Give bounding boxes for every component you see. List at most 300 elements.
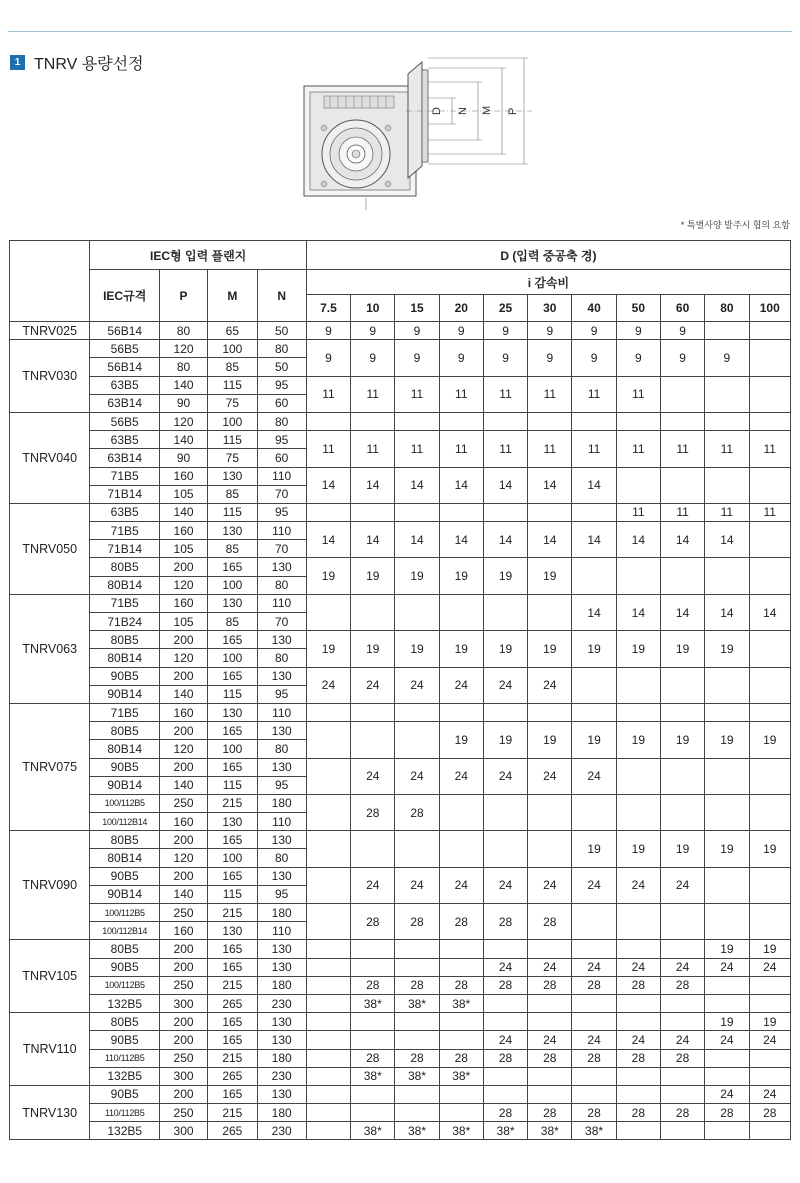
m-cell: 215 xyxy=(208,904,257,922)
d-value-cell xyxy=(528,794,572,830)
d-value-cell xyxy=(616,703,660,721)
d-value-cell xyxy=(616,1085,660,1103)
p-cell: 140 xyxy=(159,431,207,449)
d-value-cell: 28 xyxy=(528,1104,572,1122)
d-value-cell xyxy=(395,594,439,630)
d-value-cell: 28 xyxy=(439,976,483,994)
iec-group-header: IEC형 입력 플랜지 xyxy=(90,241,306,270)
d-value-cell xyxy=(660,1013,704,1031)
d-value-cell: 11 xyxy=(616,503,660,521)
iec-cell: 80B5 xyxy=(90,1013,159,1031)
ratio-col-header: 10 xyxy=(351,295,395,322)
model-header xyxy=(10,241,90,322)
n-cell: 110 xyxy=(257,922,306,940)
d-value-cell: 24 xyxy=(616,867,660,903)
n-cell: 130 xyxy=(257,831,306,849)
ratio-col-header: 40 xyxy=(572,295,616,322)
d-value-cell: 24 xyxy=(572,867,616,903)
m-cell: 85 xyxy=(208,540,257,558)
d-value-cell xyxy=(439,503,483,521)
iec-cell: 90B5 xyxy=(90,667,159,685)
d-value-cell: 38* xyxy=(439,1122,483,1140)
d-value-cell xyxy=(660,412,704,430)
d-value-cell: 24 xyxy=(395,758,439,794)
d-value-cell xyxy=(705,867,749,903)
d-value-cell: 9 xyxy=(528,322,572,340)
d-value-cell: 28 xyxy=(660,976,704,994)
d-value-cell xyxy=(616,558,660,594)
d-value-cell xyxy=(572,1085,616,1103)
d-value-cell xyxy=(705,904,749,940)
d-value-cell xyxy=(660,1067,704,1085)
p-cell: 200 xyxy=(159,1013,207,1031)
d-value-cell xyxy=(616,412,660,430)
d-value-cell xyxy=(616,904,660,940)
p-cell: 120 xyxy=(159,740,207,758)
d-value-cell xyxy=(572,940,616,958)
d-value-cell xyxy=(749,794,791,830)
d-value-cell: 24 xyxy=(616,1031,660,1049)
d-value-cell xyxy=(749,994,791,1012)
d-value-cell xyxy=(616,940,660,958)
d-value-cell xyxy=(572,412,616,430)
m-cell: 100 xyxy=(208,576,257,594)
n-cell: 180 xyxy=(257,794,306,812)
d-value-cell xyxy=(528,503,572,521)
d-value-cell: 19 xyxy=(572,631,616,667)
d-value-cell: 14 xyxy=(439,522,483,558)
m-cell: 100 xyxy=(208,649,257,667)
n-cell: 230 xyxy=(257,1122,306,1140)
d-value-cell: 19 xyxy=(439,631,483,667)
table-row xyxy=(10,558,791,576)
d-value-cell xyxy=(705,1122,749,1140)
d-value-cell: 11 xyxy=(395,376,439,412)
d-value-cell xyxy=(660,994,704,1012)
d-value-cell: 19 xyxy=(483,722,527,758)
table-row xyxy=(10,412,791,430)
n-cell: 95 xyxy=(257,685,306,703)
d-value-cell xyxy=(660,467,704,503)
p-cell: 250 xyxy=(159,794,207,812)
m-cell: 130 xyxy=(208,522,257,540)
m-cell: 265 xyxy=(208,1122,257,1140)
d-value-cell: 19 xyxy=(749,1013,791,1031)
d-value-cell: 38* xyxy=(439,994,483,1012)
d-value-cell xyxy=(705,976,749,994)
d-value-cell xyxy=(616,1067,660,1085)
p-cell: 105 xyxy=(159,540,207,558)
d-value-cell: 24 xyxy=(705,1085,749,1103)
d-value-cell xyxy=(395,722,439,758)
d-value-cell: 38* xyxy=(528,1122,572,1140)
ratio-header: i 감속비 xyxy=(306,270,790,295)
p-cell: 250 xyxy=(159,976,207,994)
n-cell: 130 xyxy=(257,758,306,776)
ratio-col-header: 30 xyxy=(528,295,572,322)
d-value-cell: 19 xyxy=(749,831,791,867)
p-cell: 140 xyxy=(159,885,207,903)
p-cell: 160 xyxy=(159,522,207,540)
n-cell: 70 xyxy=(257,485,306,503)
table-row xyxy=(10,958,791,976)
d-value-cell: 28 xyxy=(351,904,395,940)
d-value-cell xyxy=(306,904,350,940)
d-value-cell: 19 xyxy=(705,631,749,667)
table-row xyxy=(10,940,791,958)
d-value-cell: 28 xyxy=(395,904,439,940)
iec-cell: 90B5 xyxy=(90,1085,159,1103)
d-value-cell: 28 xyxy=(616,976,660,994)
table-row xyxy=(10,722,791,740)
d-value-cell: 24 xyxy=(483,667,527,703)
m-cell: 130 xyxy=(208,813,257,831)
d-value-cell: 24 xyxy=(395,867,439,903)
d-value-cell xyxy=(306,412,350,430)
p-cell: 200 xyxy=(159,722,207,740)
m-cell: 215 xyxy=(208,976,257,994)
d-value-cell: 9 xyxy=(439,340,483,376)
d-value-cell: 28 xyxy=(528,976,572,994)
d-value-cell xyxy=(483,1013,527,1031)
p-cell: 120 xyxy=(159,340,207,358)
p-header: P xyxy=(159,270,207,322)
iec-cell: 63B14 xyxy=(90,394,159,412)
d-value-cell: 14 xyxy=(572,467,616,503)
d-value-cell xyxy=(306,831,350,867)
d-value-cell: 24 xyxy=(705,1031,749,1049)
iec-cell: 110/112B5 xyxy=(90,1104,159,1122)
d-value-cell: 19 xyxy=(351,558,395,594)
d-value-cell: 11 xyxy=(528,431,572,467)
table-row xyxy=(10,1122,791,1140)
d-value-cell: 19 xyxy=(705,940,749,958)
top-divider xyxy=(8,31,792,32)
d-value-cell: 14 xyxy=(351,522,395,558)
d-value-cell xyxy=(749,1122,791,1140)
n-cell: 110 xyxy=(257,522,306,540)
d-value-cell: 11 xyxy=(660,431,704,467)
d-value-cell xyxy=(306,867,350,903)
d-value-cell: 28 xyxy=(616,1104,660,1122)
d-value-cell xyxy=(660,558,704,594)
iec-cell: 80B5 xyxy=(90,631,159,649)
p-cell: 200 xyxy=(159,958,207,976)
d-value-cell: 11 xyxy=(572,376,616,412)
d-value-cell: 11 xyxy=(351,431,395,467)
iec-cell: 90B14 xyxy=(90,685,159,703)
d-value-cell: 24 xyxy=(351,867,395,903)
n-cell: 95 xyxy=(257,431,306,449)
table-row xyxy=(10,976,791,994)
p-cell: 200 xyxy=(159,831,207,849)
d-value-cell: 38* xyxy=(351,994,395,1012)
p-cell: 120 xyxy=(159,649,207,667)
gearbox-drawing xyxy=(296,56,536,210)
iec-cell: 63B5 xyxy=(90,376,159,394)
d-value-cell xyxy=(439,831,483,867)
d-value-cell: 11 xyxy=(749,431,791,467)
iec-cell: 71B14 xyxy=(90,485,159,503)
d-value-cell: 24 xyxy=(306,667,350,703)
d-value-cell: 24 xyxy=(483,867,527,903)
d-value-cell: 24 xyxy=(749,1031,791,1049)
p-cell: 140 xyxy=(159,376,207,394)
d-value-cell xyxy=(306,1049,350,1067)
d-value-cell: 11 xyxy=(483,376,527,412)
d-value-cell: 14 xyxy=(705,522,749,558)
iec-cell: 71B5 xyxy=(90,522,159,540)
table-row xyxy=(10,904,791,922)
table-row xyxy=(10,794,791,812)
d-value-cell: 19 xyxy=(616,722,660,758)
d-value-cell: 9 xyxy=(572,322,616,340)
m-cell: 85 xyxy=(208,358,257,376)
m-cell: 165 xyxy=(208,831,257,849)
p-cell: 90 xyxy=(159,394,207,412)
p-cell: 160 xyxy=(159,467,207,485)
m-cell: 115 xyxy=(208,776,257,794)
d-value-cell xyxy=(439,1085,483,1103)
d-value-cell xyxy=(483,594,527,630)
d-value-cell xyxy=(439,594,483,630)
m-cell: 165 xyxy=(208,940,257,958)
d-value-cell: 9 xyxy=(616,322,660,340)
d-value-cell: 24 xyxy=(660,958,704,976)
d-value-cell xyxy=(439,940,483,958)
d-value-cell xyxy=(749,412,791,430)
model-name-cell: TNRV050 xyxy=(10,503,90,594)
d-value-cell xyxy=(705,467,749,503)
model-name-cell: TNRV090 xyxy=(10,831,90,940)
d-value-cell: 28 xyxy=(528,1049,572,1067)
d-value-cell xyxy=(528,831,572,867)
gearbox-diagram xyxy=(296,56,536,210)
iec-cell: 90B5 xyxy=(90,958,159,976)
n-cell: 110 xyxy=(257,703,306,721)
d-value-cell: 11 xyxy=(572,431,616,467)
d-value-cell: 9 xyxy=(306,340,350,376)
n-cell: 130 xyxy=(257,958,306,976)
iec-cell: 56B14 xyxy=(90,322,159,340)
d-value-cell xyxy=(705,794,749,830)
d-value-cell: 19 xyxy=(528,631,572,667)
d-value-cell: 24 xyxy=(528,867,572,903)
n-cell: 180 xyxy=(257,1049,306,1067)
p-cell: 80 xyxy=(159,322,207,340)
iec-cell: 80B14 xyxy=(90,740,159,758)
d-value-cell xyxy=(749,322,791,340)
iec-cell: 90B5 xyxy=(90,867,159,885)
n-cell: 130 xyxy=(257,940,306,958)
model-name-cell: TNRV030 xyxy=(10,340,90,413)
d-value-cell xyxy=(705,1049,749,1067)
m-cell: 215 xyxy=(208,1104,257,1122)
d-value-cell xyxy=(528,703,572,721)
table-row xyxy=(10,431,791,449)
iec-cell: 63B5 xyxy=(90,431,159,449)
ratio-col-header: 25 xyxy=(483,295,527,322)
table-row xyxy=(10,758,791,776)
d-value-cell: 24 xyxy=(483,758,527,794)
d-value-cell xyxy=(749,1049,791,1067)
p-cell: 160 xyxy=(159,922,207,940)
d-value-cell: 14 xyxy=(749,594,791,630)
d-value-cell xyxy=(395,1085,439,1103)
m-cell: 215 xyxy=(208,1049,257,1067)
d-value-cell xyxy=(483,940,527,958)
ratio-col-header: 20 xyxy=(439,295,483,322)
d-value-cell xyxy=(660,376,704,412)
p-cell: 300 xyxy=(159,994,207,1012)
d-value-cell xyxy=(749,667,791,703)
d-value-cell xyxy=(306,1104,350,1122)
d-value-cell xyxy=(439,412,483,430)
d-value-cell: 9 xyxy=(616,340,660,376)
d-value-cell xyxy=(439,958,483,976)
d-value-cell: 14 xyxy=(351,467,395,503)
d-value-cell xyxy=(306,976,350,994)
d-value-cell xyxy=(572,794,616,830)
n-cell: 130 xyxy=(257,631,306,649)
m-cell: 165 xyxy=(208,958,257,976)
d-value-cell: 9 xyxy=(660,340,704,376)
d-value-cell: 28 xyxy=(483,1049,527,1067)
d-value-cell xyxy=(572,558,616,594)
d-value-cell xyxy=(616,1122,660,1140)
d-value-cell xyxy=(395,1031,439,1049)
d-value-cell: 24 xyxy=(572,958,616,976)
d-value-cell: 24 xyxy=(351,758,395,794)
iec-cell: 80B5 xyxy=(90,831,159,849)
d-value-cell: 19 xyxy=(395,558,439,594)
d-value-cell xyxy=(395,1104,439,1122)
d-value-cell xyxy=(705,758,749,794)
m-cell: 165 xyxy=(208,758,257,776)
p-cell: 140 xyxy=(159,685,207,703)
d-value-cell: 28 xyxy=(395,1049,439,1067)
d-value-cell: 11 xyxy=(483,431,527,467)
d-value-cell: 19 xyxy=(572,722,616,758)
d-value-cell xyxy=(439,1013,483,1031)
d-value-cell: 28 xyxy=(351,794,395,830)
table-row xyxy=(10,831,791,849)
d-value-cell xyxy=(351,1031,395,1049)
d-value-cell: 28 xyxy=(483,1104,527,1122)
n-cell: 80 xyxy=(257,849,306,867)
d-value-cell xyxy=(306,503,350,521)
d-value-cell: 19 xyxy=(749,940,791,958)
iec-cell: 71B5 xyxy=(90,594,159,612)
d-value-cell: 19 xyxy=(705,831,749,867)
d-value-cell: 19 xyxy=(483,631,527,667)
section-number-badge: 1 xyxy=(10,55,25,70)
table-row xyxy=(10,1067,791,1085)
d-value-cell: 28 xyxy=(749,1104,791,1122)
m-cell: 165 xyxy=(208,1085,257,1103)
d-value-cell: 28 xyxy=(483,976,527,994)
n-cell: 80 xyxy=(257,576,306,594)
iec-cell: 132B5 xyxy=(90,1122,159,1140)
d-value-cell xyxy=(705,558,749,594)
d-value-cell xyxy=(616,1013,660,1031)
d-value-cell xyxy=(528,1067,572,1085)
special-order-note: * 특별사양 발주시 협의 요함 xyxy=(680,220,790,230)
iec-cell: 100/112B14 xyxy=(90,922,159,940)
ratio-col-header: 50 xyxy=(616,295,660,322)
m-cell: 165 xyxy=(208,558,257,576)
label-n: N xyxy=(457,107,469,115)
d-value-cell: 28 xyxy=(572,1104,616,1122)
d-value-cell xyxy=(351,412,395,430)
p-cell: 300 xyxy=(159,1122,207,1140)
d-value-cell xyxy=(749,976,791,994)
d-value-cell xyxy=(572,904,616,940)
d-value-cell: 19 xyxy=(705,1013,749,1031)
d-value-cell xyxy=(572,1013,616,1031)
d-value-cell xyxy=(395,503,439,521)
d-value-cell xyxy=(749,467,791,503)
m-cell: 75 xyxy=(208,449,257,467)
d-value-cell: 24 xyxy=(660,867,704,903)
n-cell: 70 xyxy=(257,613,306,631)
d-value-cell: 14 xyxy=(306,522,350,558)
d-value-cell: 19 xyxy=(660,631,704,667)
m-cell: 75 xyxy=(208,394,257,412)
d-value-cell: 19 xyxy=(528,558,572,594)
label-p: P xyxy=(507,107,519,115)
d-value-cell: 19 xyxy=(483,558,527,594)
n-cell: 180 xyxy=(257,1104,306,1122)
n-cell: 60 xyxy=(257,394,306,412)
model-name-cell: TNRV110 xyxy=(10,1013,90,1086)
d-value-cell: 19 xyxy=(616,631,660,667)
n-cell: 110 xyxy=(257,467,306,485)
d-value-cell: 14 xyxy=(395,522,439,558)
m-cell: 130 xyxy=(208,703,257,721)
n-cell: 110 xyxy=(257,594,306,612)
n-cell: 130 xyxy=(257,722,306,740)
d-value-cell: 38* xyxy=(351,1067,395,1085)
d-value-cell xyxy=(351,940,395,958)
m-cell: 100 xyxy=(208,412,257,430)
n-cell: 180 xyxy=(257,904,306,922)
n-cell: 95 xyxy=(257,885,306,903)
d-value-cell xyxy=(528,594,572,630)
n-cell: 130 xyxy=(257,667,306,685)
d-value-cell: 11 xyxy=(306,376,350,412)
d-value-cell xyxy=(749,867,791,903)
n-cell: 50 xyxy=(257,322,306,340)
d-value-cell xyxy=(660,794,704,830)
d-value-cell xyxy=(616,758,660,794)
n-cell: 230 xyxy=(257,994,306,1012)
d-value-cell: 14 xyxy=(660,594,704,630)
d-value-cell: 14 xyxy=(616,522,660,558)
p-cell: 200 xyxy=(159,758,207,776)
model-name-cell: TNRV130 xyxy=(10,1085,90,1140)
d-value-cell: 19 xyxy=(351,631,395,667)
m-cell: 130 xyxy=(208,922,257,940)
ratio-col-header: 15 xyxy=(395,295,439,322)
d-value-cell xyxy=(528,940,572,958)
d-value-cell xyxy=(306,758,350,794)
p-cell: 120 xyxy=(159,576,207,594)
iec-cell: 71B5 xyxy=(90,467,159,485)
p-cell: 140 xyxy=(159,503,207,521)
d-value-cell: 24 xyxy=(439,667,483,703)
iec-cell: 56B14 xyxy=(90,358,159,376)
